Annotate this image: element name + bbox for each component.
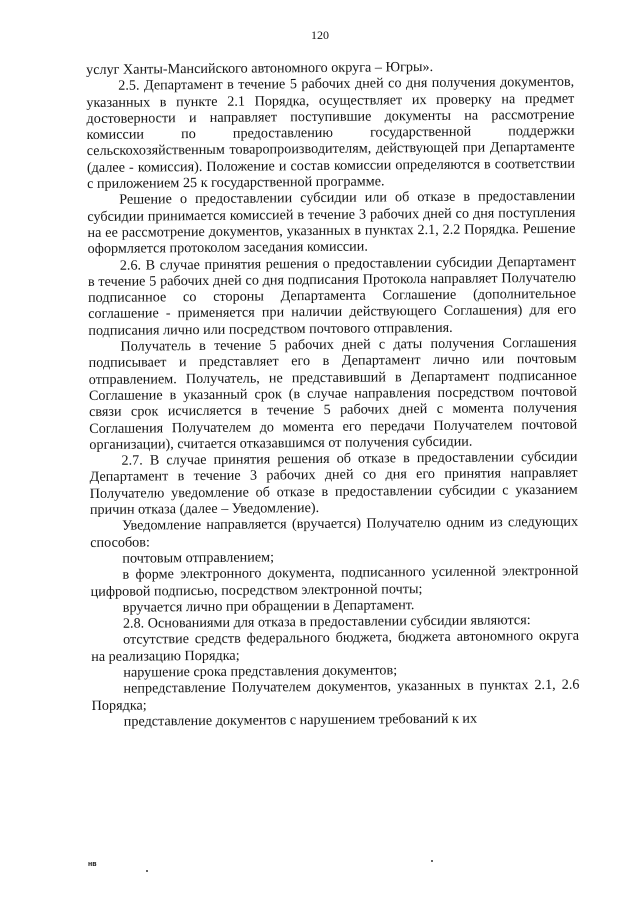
scan-speck xyxy=(146,870,148,872)
page-number: 120 xyxy=(311,28,329,42)
paragraph-recipient-signing: Получатель в течение 5 рабочих дней с даты получения Соглашения подписывает и представляет его в Департамент лично или почтовым отправлением. Получатель, не представивший в Департамент подписанное Соглашение в указанный срок (в случае направления посредством почтовой связи срок исчисляется в течение 5 рабочих дней с момента получения Соглашения Получателем до момента его передачи Получателем почтовой организации), считается отказавшимся от получения субсидии. xyxy=(88,334,578,453)
scan-speck xyxy=(431,860,433,862)
list-item-in-person: вручается лично при обращении в Департамент. xyxy=(122,596,415,616)
footer-code: нв xyxy=(88,861,97,868)
paragraph-commission-decision: Решение о предоставлении субсидии или об отказе в предоставлении субсидии принимается комиссией в течение 3 рабочих дней со дня поступления на ее рассмотрение документов, указанных в пунктах 2.1, 2.2 Порядка. Решение оформляется протоколом заседания комиссии. xyxy=(87,188,576,258)
list-item-no-funds: отсутствие средств федерального бюджета, бюджета автономного округа на реализацию Порядка; xyxy=(91,628,580,665)
list-item-deadline-violation: нарушение срока представления документов; xyxy=(123,662,398,681)
paragraph-2-6: 2.6. В случае принятия решения о предоставлении субсидии Департамент в течение 5 рабочих дней со дня подписания Протокола направляет Получателю подписанное со стороны Департамента Соглашение (дополнительное соглашение - применяется при наличии действующего Соглашения) для его подписания лично или посредством почтового отправления. xyxy=(87,253,577,339)
paragraph-2-5: 2.5. Департамент в течение 5 рабочих дней со дня получения документов, указанных в пункте 2.1 Порядка, осуществляет их проверку на предмет достоверности и направляет поступившие документы на рассмотрение комиссии по предоставлению государственной поддержки сельскохозяйственным товаропроизводителям, действующей при Департаменте (далее - комиссия). Положение и состав комиссии определяются в соответствии с приложением 25 к государственной программе. xyxy=(86,74,575,193)
document-body xyxy=(86,58,580,730)
paragraph-continuation: услуг Ханты-Мансийского автономного округа – Югры». xyxy=(86,58,434,78)
list-item-missing-documents: непредставление Получателем документов, указанных в пунктах 2.1, 2.6 Порядка; xyxy=(91,676,580,714)
list-item-electronic: в форме электронного документа, подписанного усиленной электронной цифровой подписью, посредством электронной почты; xyxy=(90,562,579,600)
paragraph-2-8: 2.8. Основаниями для отказа в предоставлении субсидии являются: xyxy=(122,612,531,632)
paragraph-2-7: 2.7. В случае принятия решения об отказе в предоставлении субсидии Департамент в течение 3 рабочих дней со дня его принятия направляет Получателю уведомление об отказе в предоставлении субсидии с указанием причин отказа (далее – Уведомление). xyxy=(89,448,578,518)
paragraph-notification-methods: Уведомление направляется (вручается) Получателю одним из следующих способов: xyxy=(90,514,579,551)
list-item-document-requirements: представление документов с нарушением требований к их xyxy=(123,710,478,730)
list-item-postal: почтовым отправлением; xyxy=(122,549,275,567)
